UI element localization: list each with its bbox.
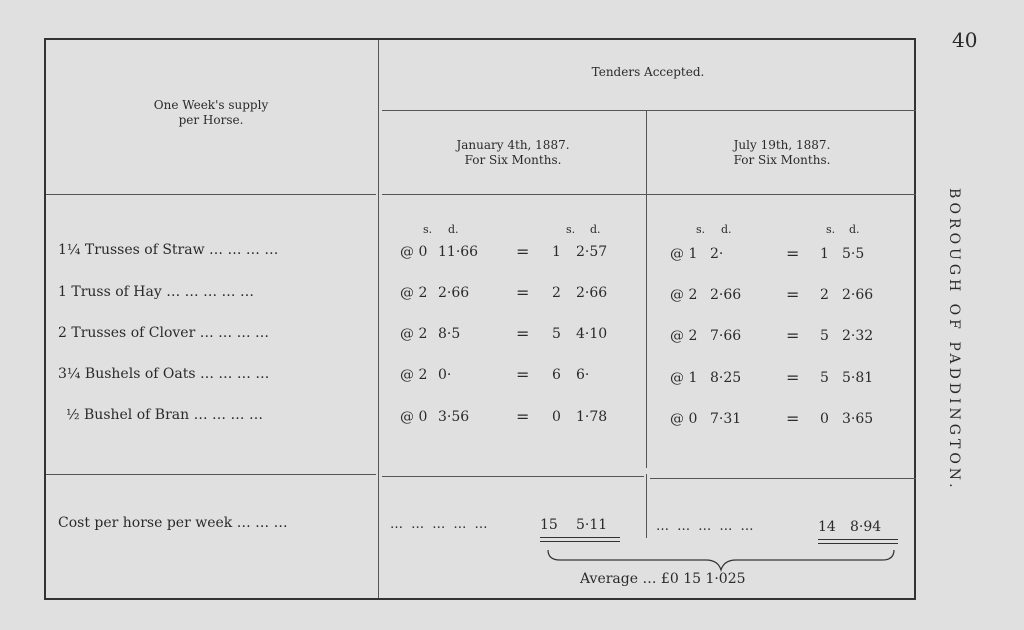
- p1-total-shillings: 2: [552, 285, 561, 301]
- p2-rate-pence: 2·66: [710, 287, 742, 303]
- equals-sign: =: [516, 365, 530, 384]
- p1-rate-pence: 11·66: [438, 244, 479, 260]
- item-header-line-1: One Week's supply: [153, 98, 269, 112]
- equals-sign: =: [786, 368, 800, 387]
- unit-s: s.: [423, 223, 433, 236]
- p2-rate-shillings: @ 0: [670, 411, 698, 427]
- p2-total-pence: 2·32: [842, 328, 874, 344]
- p1-total-pence: 2·66: [576, 285, 608, 301]
- total2-underline: [818, 539, 898, 540]
- tenders-header: Tenders Accepted.: [591, 65, 705, 79]
- p2-rate-shillings: @ 2: [670, 328, 698, 344]
- p1-rate-shillings: @ 2: [400, 285, 428, 301]
- equals-sign: =: [786, 244, 800, 263]
- p1-rate-shillings: @ 0: [400, 409, 428, 425]
- average-value: Average … £0 15 1·025: [580, 571, 746, 587]
- tender-table: [44, 38, 916, 600]
- column-divider-2: [646, 110, 647, 468]
- unit-d: d.: [849, 223, 860, 236]
- p2-rate-shillings: @ 1: [670, 246, 698, 262]
- total2-pence: 8·94: [850, 519, 882, 535]
- p1-total-shillings: 0: [552, 409, 561, 425]
- leader-dots: … … … … …: [390, 517, 490, 532]
- p1-rate-shillings: @ 2: [400, 367, 428, 383]
- total2-shillings: 14: [818, 519, 836, 535]
- equals-sign: =: [516, 242, 530, 261]
- row-label: ½ Bushel of Bran … … … …: [66, 407, 263, 423]
- period1-line-2: For Six Months.: [464, 153, 562, 167]
- unit-d: d.: [448, 223, 459, 236]
- unit-s: s.: [826, 223, 836, 236]
- p1-total-pence: 1·78: [576, 409, 608, 425]
- running-head: BOROUGH OF PADDINGTON.: [946, 188, 962, 492]
- period2-header: [648, 138, 916, 168]
- row-label: 1¼ Trusses of Straw … … … …: [58, 242, 279, 258]
- total-divider-left: [46, 474, 376, 475]
- p2-total-shillings: 2: [820, 287, 829, 303]
- p1-total-shillings: 1: [552, 244, 561, 260]
- equals-sign: =: [786, 285, 800, 304]
- item-column-header: [86, 98, 336, 128]
- equals-sign: =: [516, 324, 530, 343]
- p1-total-pence: 2·57: [576, 244, 608, 260]
- p1-rate-shillings: @ 0: [400, 244, 428, 260]
- p2-total-shillings: 5: [820, 370, 829, 386]
- leader-dots: … … … … …: [656, 519, 756, 534]
- p2-rate-pence: 8·25: [710, 370, 742, 386]
- unit-s: s.: [566, 223, 576, 236]
- total1-underline: [540, 541, 620, 542]
- subheader-divider-left: [46, 194, 376, 195]
- p2-total-shillings: 5: [820, 328, 829, 344]
- period2-line-2: For Six Months.: [733, 153, 831, 167]
- p1-rate-pence: 2·66: [438, 285, 470, 301]
- row-label: 3¼ Bushels of Oats … … … …: [58, 366, 270, 382]
- equals-sign: =: [786, 326, 800, 345]
- column-divider-3: [646, 474, 647, 538]
- p2-total-shillings: 1: [820, 246, 829, 262]
- p2-rate-pence: 7·66: [710, 328, 742, 344]
- total-divider-right: [650, 478, 916, 479]
- p2-rate-shillings: @ 2: [670, 287, 698, 303]
- p1-total-shillings: 5: [552, 326, 561, 342]
- p2-total-pence: 3·65: [842, 411, 874, 427]
- equals-sign: =: [516, 407, 530, 426]
- p1-total-pence: 4·10: [576, 326, 608, 342]
- total1-pence: 5·11: [576, 517, 608, 533]
- p2-total-pence: 2·66: [842, 287, 874, 303]
- p2-total-shillings: 0: [820, 411, 829, 427]
- header-divider: [382, 110, 916, 111]
- total2-underline: [818, 543, 898, 544]
- unit-d: d.: [721, 223, 732, 236]
- column-divider-1: [378, 40, 379, 598]
- equals-sign: =: [516, 283, 530, 302]
- period2-line-1: July 19th, 1887.: [733, 138, 831, 152]
- row-label: 2 Trusses of Clover … … … …: [58, 325, 270, 341]
- p2-rate-pence: 2·: [710, 246, 724, 262]
- row-label: 1 Truss of Hay … … … … …: [58, 284, 254, 300]
- p1-rate-pence: 8·5: [438, 326, 461, 342]
- p1-total-shillings: 6: [552, 367, 561, 383]
- p2-total-pence: 5·5: [842, 246, 865, 262]
- total-label: Cost per horse per week … … …: [58, 515, 288, 531]
- p2-rate-shillings: @ 1: [670, 370, 698, 386]
- p1-rate-shillings: @ 2: [400, 326, 428, 342]
- item-header-line-2: per Horse.: [178, 113, 244, 127]
- total-divider-mid: [382, 476, 644, 477]
- equals-sign: =: [786, 409, 800, 428]
- subheader-divider-right: [382, 194, 916, 195]
- p1-rate-pence: 0·: [438, 367, 452, 383]
- period1-header: [380, 138, 646, 168]
- total1-shillings: 15: [540, 517, 558, 533]
- unit-s: s.: [696, 223, 706, 236]
- p1-total-pence: 6·: [576, 367, 590, 383]
- p1-rate-pence: 3·56: [438, 409, 470, 425]
- unit-d: d.: [590, 223, 601, 236]
- page-number: 40: [952, 28, 978, 52]
- p2-total-pence: 5·81: [842, 370, 874, 386]
- total1-underline: [540, 537, 620, 538]
- p2-rate-pence: 7·31: [710, 411, 742, 427]
- period1-line-1: January 4th, 1887.: [456, 138, 570, 152]
